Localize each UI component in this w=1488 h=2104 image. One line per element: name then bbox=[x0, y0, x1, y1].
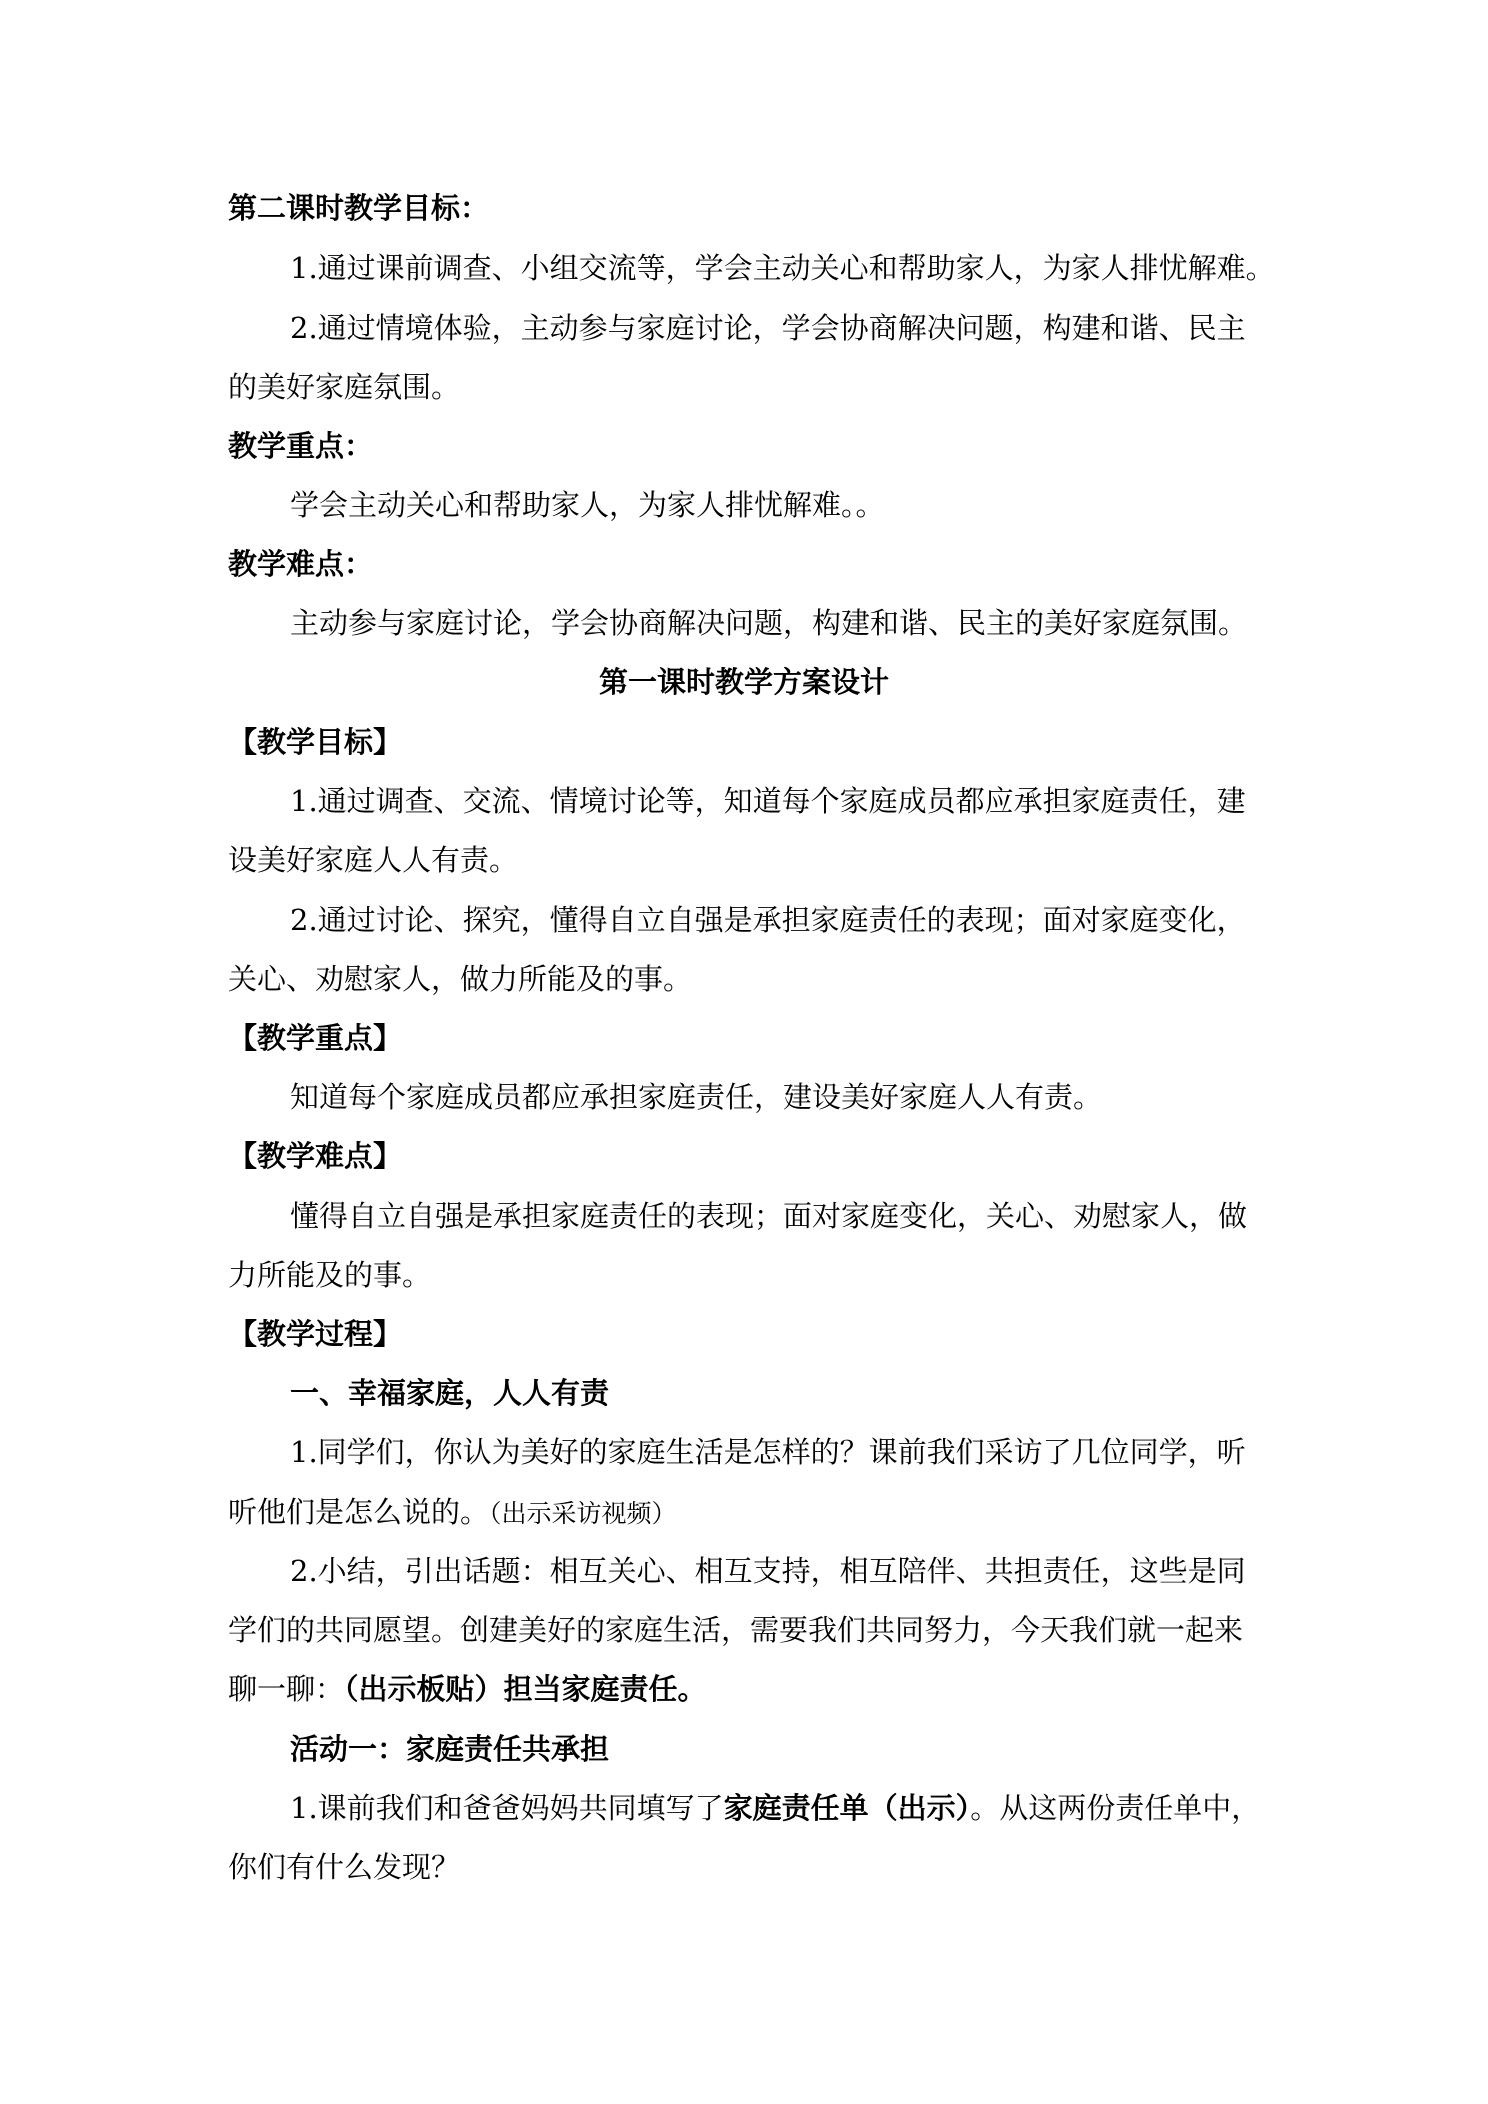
activity1-para1-line1 bbox=[290, 1788, 1340, 1828]
lesson1-key-text: 知道每个家庭成员都应承担家庭责任，建设美好家庭人人有责。 bbox=[290, 1080, 1103, 1114]
part1-para2-line2: 学们的共同愿望。创建美好的家庭生活，需要我们共同努力，今天我们就一起来 bbox=[228, 1613, 1244, 1647]
activity1-para1-suffix: 。从这两份责任单中， bbox=[970, 1791, 1261, 1825]
part1-para2-line1: 2.小结，引出话题：相互关心、相互支持，相互陪伴、共担责任，这些是同 bbox=[290, 1554, 1246, 1588]
activity1-heading: 活动一：家庭责任共承担 bbox=[290, 1732, 610, 1766]
lesson2-key-text: 学会主动关心和帮助家人，为家人排忧解难。。 bbox=[290, 488, 885, 522]
activity1-para1-bold: 家庭责任单（出示） bbox=[723, 1791, 971, 1825]
lesson1-process-heading: 【教学过程】 bbox=[228, 1317, 403, 1351]
part1-para1-text: 听他们是怎么说的。 bbox=[228, 1495, 490, 1529]
part1-para2-bold: （出示板贴）担当家庭责任。 bbox=[344, 1672, 707, 1706]
lesson1-plan-title: 第一课时教学方案设计 bbox=[598, 665, 889, 699]
lesson1-key-heading: 【教学重点】 bbox=[228, 1021, 403, 1055]
lesson2-goal-1: 1.通过课前调查、小组交流等，学会主动关心和帮助家人，为家人排忧解难。 bbox=[290, 251, 1275, 285]
part1-para1-note: （出示采访视频） bbox=[489, 1499, 677, 1528]
lesson2-difficulty-heading: 教学难点： bbox=[228, 547, 374, 581]
part1-para2-prefix: 聊一聊： bbox=[228, 1672, 345, 1706]
lesson2-key-heading: 教学重点： bbox=[228, 429, 374, 463]
lesson2-goals-heading: 第二课时教学目标： bbox=[228, 191, 490, 225]
activity1-para1-line2: 你们有什么发现？ bbox=[228, 1850, 461, 1884]
part1-para1-line1: 1.同学们，你认为美好的家庭生活是怎样的？课前我们采访了几位同学，听 bbox=[290, 1435, 1246, 1469]
part1-heading: 一、幸福家庭，人人有责 bbox=[290, 1376, 610, 1410]
lesson1-difficulty-heading: 【教学难点】 bbox=[228, 1139, 403, 1173]
lesson2-goal-2-line2: 的美好家庭氛围。 bbox=[228, 370, 461, 404]
lesson2-goal-2-line1: 2.通过情境体验，主动参与家庭讨论，学会协商解决问题，构建和谐、民主 bbox=[290, 311, 1246, 345]
lesson1-goal-1-line2: 设美好家庭人人有责。 bbox=[228, 843, 519, 877]
lesson1-difficulty-line1: 懂得自立自强是承担家庭责任的表现；面对家庭变化，关心、劝慰家人，做 bbox=[290, 1199, 1248, 1233]
lesson1-goals-heading: 【教学目标】 bbox=[228, 725, 403, 759]
lesson2-difficulty-text: 主动参与家庭讨论，学会协商解决问题，构建和谐、民主的美好家庭氛围。 bbox=[290, 606, 1248, 640]
lesson1-goal-2-line2: 关心、劝慰家人，做力所能及的事。 bbox=[228, 962, 693, 996]
activity1-para1-prefix: 1.课前我们和爸爸妈妈共同填写了 bbox=[290, 1791, 724, 1825]
lesson1-goal-2-line1: 2.通过讨论、探究，懂得自立自强是承担家庭责任的表现；面对家庭变化， bbox=[290, 903, 1246, 937]
lesson1-goal-1-line1: 1.通过调查、交流、情境讨论等，知道每个家庭成员都应承担家庭责任，建 bbox=[290, 784, 1246, 818]
part1-para1-line2 bbox=[228, 1492, 1278, 1534]
part1-para2-line3 bbox=[228, 1669, 1278, 1709]
lesson1-difficulty-line2: 力所能及的事。 bbox=[228, 1258, 432, 1292]
